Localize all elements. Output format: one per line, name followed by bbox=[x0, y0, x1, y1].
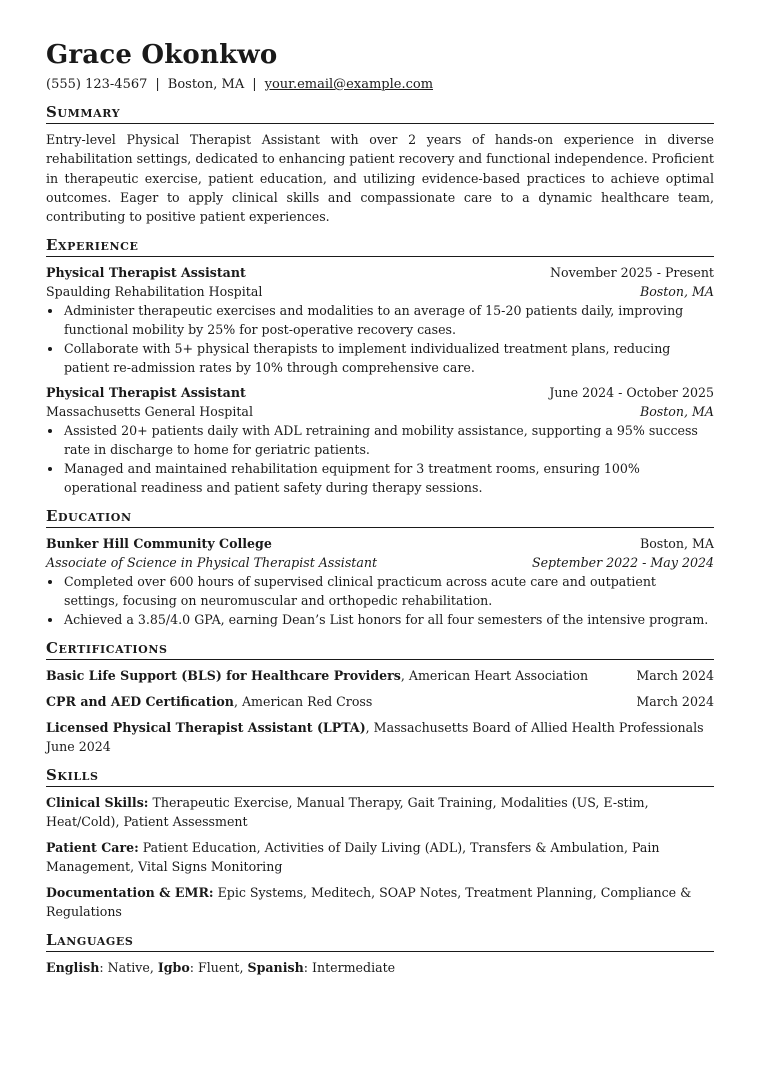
job-bullets bbox=[46, 301, 714, 377]
contact-line bbox=[46, 77, 714, 93]
job-bullet: • Assisted 20+ patients daily with ADL retraining and mobility assistance, supporting a 95% success rate in discharge to home for geriatric patients. bbox=[63, 421, 714, 459]
certification-item bbox=[46, 692, 714, 711]
skill-label: Clinical Skills: bbox=[46, 795, 149, 811]
education-header bbox=[46, 534, 714, 553]
skill-list: Patient Education, Activities of Daily Living (ADL), Transfers & Ambulation, Pain Management, Vital Signs Monitoring bbox=[46, 840, 660, 875]
job-dates: November 2025 - Present bbox=[550, 265, 714, 281]
language-name: English bbox=[46, 960, 100, 976]
section-title-skills: Skills bbox=[46, 766, 714, 787]
education-dates: September 2022 - May 2024 bbox=[531, 555, 714, 571]
degree-name: Associate of Science in Physical Therapist Assistant bbox=[46, 555, 378, 571]
education-bullet: • Achieved a 3.85/4.0 GPA, earning Dean’s List honors for all four semesters of the intensive program. bbox=[63, 610, 714, 629]
certification-name: Licensed Physical Therapist Assistant (LPTA) bbox=[46, 720, 366, 736]
job-bullets bbox=[46, 421, 714, 497]
certification-name: Basic Life Support (BLS) for Healthcare Providers bbox=[46, 668, 401, 684]
job-role: Physical Therapist Assistant bbox=[46, 385, 246, 401]
education-section bbox=[46, 507, 714, 629]
certification-item bbox=[46, 718, 714, 756]
job-header bbox=[46, 383, 714, 402]
job-header bbox=[46, 263, 714, 282]
education-bullet: • Completed over 600 hours of supervised clinical practicum across acute care and outpatient settings, focusing on neuromuscular and orthopedic rehabilitation. bbox=[63, 572, 714, 610]
skill-group bbox=[46, 793, 714, 831]
languages-section bbox=[46, 931, 714, 977]
certifications-section bbox=[46, 639, 714, 756]
language-level: : Intermediate bbox=[303, 960, 396, 976]
skill-list: Epic Systems, Meditech, SOAP Notes, Treatment Planning, Compliance & Regulations bbox=[46, 885, 692, 920]
section-title-certifications: Certifications bbox=[46, 639, 714, 660]
language-name: Igbo bbox=[157, 960, 190, 976]
job-bullet: • Collaborate with 5+ physical therapists to implement individualized treatment plans, reducing patient re-admission rates by 10% through comprehensive care. bbox=[63, 339, 714, 377]
job-location: Boston, MA bbox=[639, 404, 714, 420]
section-title-summary: Summary bbox=[46, 103, 714, 124]
skill-label: Documentation & EMR: bbox=[46, 885, 214, 901]
skill-list: Therapeutic Exercise, Manual Therapy, Gait Training, Modalities (US, E-stim, Heat/Cold), Patient Assessment bbox=[46, 795, 649, 830]
skills-section bbox=[46, 766, 714, 921]
phone-number: (555) 123-4567 bbox=[46, 77, 148, 92]
summary-section bbox=[46, 103, 714, 226]
language-name: Spanish bbox=[247, 960, 304, 976]
section-title-experience: Experience bbox=[46, 236, 714, 257]
certification-date: June 2024 bbox=[46, 739, 111, 755]
job-subheader bbox=[46, 282, 714, 301]
location: Boston, MA bbox=[167, 77, 245, 92]
job-employer: Spaulding Rehabilitation Hospital bbox=[46, 284, 263, 300]
section-title-languages: Languages bbox=[46, 931, 714, 952]
school-name: Bunker Hill Community College bbox=[46, 536, 272, 552]
certification-date: March 2024 bbox=[636, 694, 714, 710]
certification-item bbox=[46, 666, 714, 685]
education-subheader bbox=[46, 553, 714, 572]
certification-issuer: , Massachusetts Board of Allied Health Professionals bbox=[365, 720, 704, 736]
skill-label: Patient Care: bbox=[46, 840, 139, 856]
education-bullets bbox=[46, 572, 714, 629]
job-subheader bbox=[46, 402, 714, 421]
job-employer: Massachusetts General Hospital bbox=[46, 404, 253, 420]
candidate-name: Grace Okonkwo bbox=[46, 40, 278, 70]
language-level: : Fluent, bbox=[189, 960, 248, 976]
job-entry bbox=[46, 383, 714, 497]
languages-line bbox=[46, 958, 714, 977]
section-title-education: Education bbox=[46, 507, 714, 528]
language-level: : Native, bbox=[99, 960, 158, 976]
contact-separator: | bbox=[252, 77, 257, 92]
experience-section bbox=[46, 236, 714, 497]
certification-date: March 2024 bbox=[636, 668, 714, 684]
job-role: Physical Therapist Assistant bbox=[46, 265, 246, 281]
job-bullet: • Administer therapeutic exercises and modalities to an average of 15-20 patients daily, improving functional mobility by 25% for post-operative recovery cases. bbox=[63, 301, 714, 339]
skill-group bbox=[46, 883, 714, 921]
certification-name: CPR and AED Certification bbox=[46, 694, 234, 710]
contact-separator: | bbox=[155, 77, 160, 92]
job-dates: June 2024 - October 2025 bbox=[549, 385, 714, 401]
school-location: Boston, MA bbox=[639, 536, 714, 552]
job-bullet: • Managed and maintained rehabilitation equipment for 3 treatment rooms, ensuring 100% operational readiness and patient safety during therapy sessions. bbox=[63, 459, 714, 497]
job-location: Boston, MA bbox=[639, 284, 714, 300]
summary-text: Entry-level Physical Therapist Assistant with over 2 years of hands-on experience in diverse rehabilitation settings, dedicated to enhancing patient recovery and functional independence. Proficient in therapeutic exercise, patient education, and utilizing evidence-based practices to achieve optimal outcomes. Eager to apply clinical skills and compassionate care to a dynamic healthcare team, contributing to positive patient experiences. bbox=[46, 132, 714, 225]
certification-issuer: , American Red Cross bbox=[233, 694, 373, 710]
job-entry bbox=[46, 263, 714, 377]
skill-group bbox=[46, 838, 714, 876]
email-link[interactable]: your.email@example.com bbox=[264, 77, 434, 92]
certification-issuer: , American Heart Association bbox=[400, 668, 589, 684]
